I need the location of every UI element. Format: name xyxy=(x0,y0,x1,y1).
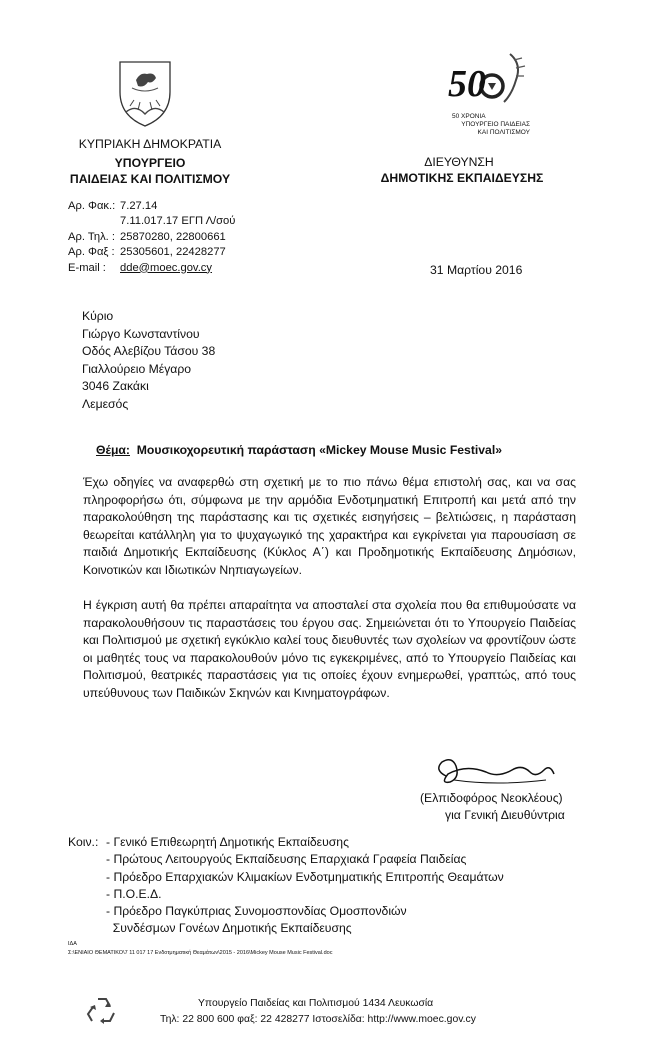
signatory-title: για Γενική Διευθύντρια xyxy=(445,808,565,822)
department-line2: ΔΗΜΟΤΙΚΗΣ ΕΚΠΑΙΔΕΥΣΗΣ xyxy=(380,171,544,185)
telephone-value: 25870280, 22800661 xyxy=(120,230,226,243)
ministry-name-line2: ΠΑΙΔΕΙΑΣ ΚΑΙ ΠΟΛΙΤΙΣΜΟΥ xyxy=(69,172,231,186)
cc-item: - Π.Ο.Ε.Δ. xyxy=(106,886,162,901)
logo-text-culture: ΚΑΙ ΠΟΛΙΤΙΣΜΟΥ xyxy=(477,129,530,136)
recipient-line: Οδός Αλεβίζου Τάσου 38 xyxy=(82,344,216,358)
logo-number: 50 xyxy=(448,63,486,105)
recipient-line: 3046 Ζακάκι xyxy=(82,379,149,393)
logo-text-ministry: ΥΠΟΥΡΓΕΙΟ ΠΑΙΔΕΙΑΣ xyxy=(461,121,530,128)
cc-label: Κοιν.: xyxy=(68,835,99,849)
handwritten-signature xyxy=(426,750,566,794)
file-number-label: Αρ. Φακ.: xyxy=(68,200,116,212)
footer-contacts: Τηλ: 22 800 600 φαξ: 22 428277 Ιστοσελίδα: http://www.moec.gov.cy xyxy=(160,1014,476,1025)
email-link[interactable]: dde@moec.gov.cy xyxy=(120,261,212,274)
body-paragraph-1: Έχω οδηγίες να αναφερθώ στη σχετική με το πιο πάνω θέμα επιστολή σας, και να σας πληροφορήσω ότι, σύμφωνα με την αρμόδια Ενδοτμηματική Επιτροπή και μετά από την παρακολούθηση της παράστασης και τις σχετικές εισηγήσεις – βελτιώσεις, η παράσταση θεωρείται κατάλληλη για το ψυχαγωγικό της χαρακτήρα και εγκρίνεται για παρουσίαση σε παιδιά Δημοτικής Εκπαίδευσης (Κύκλος Α΄) και Προδημοτικής Εκπαίδευσης Δημόσιων, Κοινοτικών και Ιδιωτικών Νηπιαγωγείων. xyxy=(83,475,576,577)
reference-block xyxy=(68,199,235,276)
cc-item: - Πρόεδρο Επαρχιακών Κλιμακίων Ενδοτμηματικής Επιτροπής Θεαμάτων xyxy=(106,869,504,884)
cc-item: - Πρόεδρο Παγκύπριας Συνομοσπονδίας Ομοσπονδιών xyxy=(106,904,407,919)
letter-date: 31 Μαρτίου 2016 xyxy=(430,263,523,277)
recipient-line: Λεμεσός xyxy=(82,396,129,411)
coat-of-arms-emblem xyxy=(114,54,176,130)
fax-label: Αρ. Φαξ : xyxy=(68,246,115,259)
cc-item: Συνδέσμων Γονέων Δημοτικής Εκπαίδευσης xyxy=(106,921,352,936)
file-number-value2: 7.11.017.17 ΕΓΠ Λ/σού xyxy=(120,215,236,228)
subject-line xyxy=(96,442,502,459)
body-paragraph-2: Η έγκριση αυτή θα πρέπει απαραίτητα να αποσταλεί στα σχολεία που θα επιθυμούσατε να παρακολουθήσουν τις παραστάσεις του έργου σας. Σημειώνεται ότι το Υπουργείο Παιδείας και Πολιτισμού με σχετική εγκύκλιο καλεί τους διευθυντές των σχολείων να φροντίζουν ώστε οι μαθητές τους να παρακολουθούν μόνο τις εγκεκριμένες, από το Υπουργείο Παιδείας και Πολιτισμού, θεατρικές παραστάσεις για τις οποίες έχουν ενημερωθεί, γραπτώς, από τους υπεύθυνους των Παιδικών Σκηνών και Κινηματογράφων. xyxy=(83,598,576,700)
fax-row xyxy=(68,245,235,260)
recipient-line: Γιώργο Κωνσταντίνου xyxy=(82,326,200,341)
telephone-row xyxy=(68,230,235,245)
file-initials: ΙΔΑ xyxy=(68,941,77,947)
signatory-name: (Ελπιδοφόρος Νεοκλέους) xyxy=(420,791,563,805)
fax-value: 25305601, 22428277 xyxy=(120,246,226,259)
footer-address: Υπουργείο Παιδείας και Πολιτισμού 1434 Λευκωσία xyxy=(198,998,434,1009)
cc-list xyxy=(106,834,504,938)
email-row xyxy=(68,261,235,276)
department-line1: ΔΙΕΥΘΥΝΣΗ xyxy=(424,155,494,169)
email-label: E-mail : xyxy=(68,261,106,274)
recipient-line: Κύριο xyxy=(82,309,114,323)
file-number-row xyxy=(68,199,235,214)
subject-label: Θέμα: xyxy=(96,443,130,457)
cc-item: - Πρώτους Λειτουργούς Εκπαίδευσης Επαρχιακά Γραφεία Παιδείας xyxy=(106,852,467,867)
ministry-name-line1: ΥΠΟΥΡΓΕΙΟ xyxy=(114,156,186,170)
cc-item: - Γενικό Επιθεωρητή Δημοτικής Εκπαίδευσης xyxy=(106,835,349,849)
subject-text: Μουσικοχορευτική παράσταση «Mickey Mouse Music Festival» xyxy=(136,443,502,457)
country-name: ΚΥΠΡΙΑΚΗ ΔΗΜΟΚΡΑΤΙΑ xyxy=(78,137,222,151)
file-path: Σ:\ΕΝΙΑΙΟ ΘΕΜΑΤΙΚΟ\7 11 017 17 Ενδοτμηματική Θεαμάτων\2015 - 2016\Mickey Mouse Music Festival.doc xyxy=(68,950,333,956)
fifty-years-logo xyxy=(430,50,530,150)
telephone-label: Αρ. Τηλ. : xyxy=(68,230,115,243)
recipient-address xyxy=(82,308,215,413)
recipient-line: Γιαλλούρειο Μέγαρο xyxy=(82,361,192,376)
file-number-value: 7.27.14 xyxy=(120,200,158,212)
logo-text-years: 50 ΧΡΟΝΙΑ xyxy=(452,113,486,120)
file-number-row2 xyxy=(68,214,235,229)
recycle-icon xyxy=(84,995,120,1027)
